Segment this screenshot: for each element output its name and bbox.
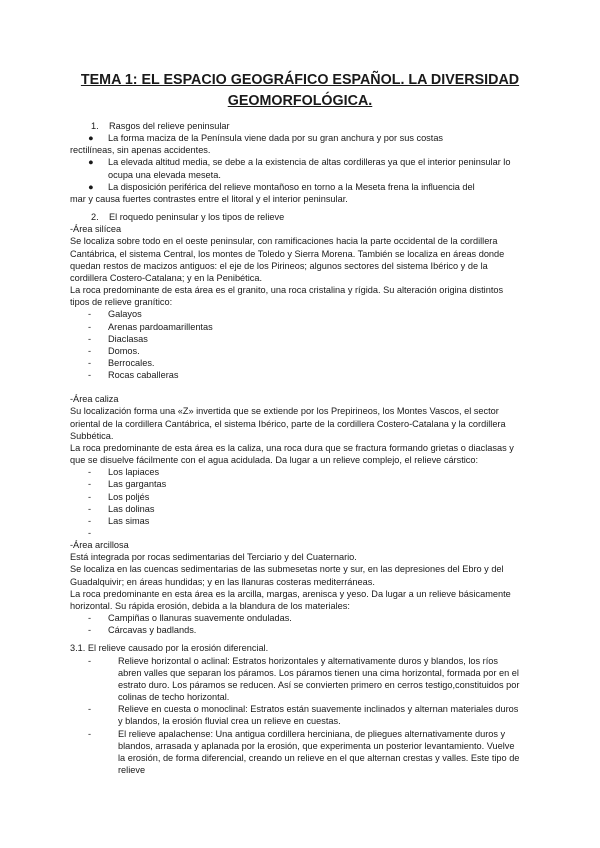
list-item-text: Domos. bbox=[108, 345, 140, 356]
bullet-icon: ● bbox=[88, 157, 94, 168]
arcillosa-list bbox=[70, 612, 520, 636]
list-item bbox=[88, 624, 520, 636]
list-item bbox=[88, 321, 520, 333]
list-item-text: Cárcavas y badlands. bbox=[108, 625, 197, 636]
list-item bbox=[88, 703, 520, 727]
list-item-text: Arenas pardoamarillentas bbox=[108, 321, 213, 332]
bullet-icon: ● bbox=[88, 181, 94, 192]
section-2-heading: 2. El roquedo peninsular y los tipos de relieve bbox=[91, 212, 285, 223]
list-item-text: Galayos bbox=[108, 309, 142, 320]
list-item-text: El relieve apalachense: Una antigua cordillera herciniana, de pliegues alternativamente duros y blandos, arrasada y aplanada por la erosión, que experimenta un posterior levantamiento. Vuelve la erosión, de forma diferencial, creando un relieve en el que alternan crestas y valles. Este tipo de relieve bbox=[118, 728, 520, 775]
dash-icon: - bbox=[88, 613, 92, 624]
paragraph-continuation: mar y causa fuertes contrastes entre el litoral y el interior peninsular. bbox=[70, 193, 348, 204]
list-item bbox=[88, 333, 520, 345]
list-item-text: Relieve en cuesta o monoclinal: Estratos están suavemente inclinados y alternan materiales duros y blandos, la erosión fluvial crea un relieve en cuestas. bbox=[118, 704, 519, 727]
list-item: ● La forma maciza de la Península viene dada por su gran anchura y por sus costas bbox=[88, 133, 444, 144]
dash-icon: - bbox=[88, 491, 92, 502]
dash-icon: - bbox=[88, 467, 92, 478]
section-1-number: 1. bbox=[91, 121, 99, 131]
list-item-text: Diaclasas bbox=[108, 333, 148, 344]
paragraph: La roca predominante de esta área es la caliza, una roca dura que se fractura formando grietas o diaclasas y que se disuelve fácilmente con el agua acidulada. Da lugar a un relieve complejo, el relieve cárstico: bbox=[70, 442, 514, 466]
subsection-title: -Área arcillosa bbox=[70, 540, 129, 551]
dash-icon: - bbox=[88, 528, 92, 538]
relief-types-list bbox=[70, 655, 520, 777]
subsection-title: -Área silícea bbox=[70, 224, 122, 235]
paragraph: Su localización forma una «Z» invertida que se extiende por los Prepirineos, los Montes Vascos, el sector oriental de la cordillera Cantábrica, el sistema Ibérico, parte de la cordillera Costero-Catalana y la cordillera Subbética. bbox=[70, 406, 506, 441]
dash-icon: - bbox=[88, 625, 92, 636]
dash-icon: - bbox=[88, 370, 92, 381]
section-2-number: 2. bbox=[91, 212, 99, 223]
document-body bbox=[70, 120, 520, 776]
list-item-text: Las gargantas bbox=[108, 479, 167, 490]
list-item-text: Los lapiaces bbox=[108, 467, 160, 478]
list-item bbox=[88, 612, 520, 624]
list-item bbox=[88, 503, 520, 515]
subsection-title: -Área caliza bbox=[70, 394, 119, 405]
section-1-heading: 1. Rasgos del relieve peninsular bbox=[91, 121, 230, 131]
dash-icon: - bbox=[88, 309, 92, 320]
paragraph: Se localiza en las cuencas sedimentarias de las submesetas norte y sur, en las depresiones del Ebro y del Guadalquivir; en áreas hundidas; y en las llanuras costeras mediterráneas. bbox=[70, 564, 504, 587]
list-item-text: Campiñas o llanuras suavemente onduladas. bbox=[108, 613, 292, 624]
list-item bbox=[88, 728, 520, 777]
list-item: ● La disposición periférica del relieve montañoso en torno a la Meseta frena la influencia del bbox=[88, 181, 475, 192]
document-title: TEMA 1: EL ESPACIO GEOGRÁFICO ESPAÑOL. LA DIVERSIDAD GEOMORFOLÓGICA. bbox=[80, 72, 520, 109]
dash-icon: - bbox=[88, 333, 92, 344]
list-item-text: Relieve horizontal o aclinal: Estratos horizontales y alternativamente duros y blandos, los ríos abren valles que separan los páramos. Los páramos tienen una cima horizontal, formada por en el estrato duro. Los páramos se reducen. Así se convierten primero en cerros testigo,constituidos por colinas de techo horizontal. bbox=[118, 655, 520, 703]
dash-icon: - bbox=[88, 655, 92, 666]
dash-icon: - bbox=[88, 503, 92, 514]
list-item bbox=[88, 369, 520, 381]
list-item-text: Berrocales. bbox=[108, 357, 155, 368]
list-item bbox=[88, 466, 520, 478]
dash-icon: - bbox=[88, 704, 92, 715]
list-item bbox=[88, 345, 520, 357]
list-item bbox=[88, 527, 520, 539]
caliza-list bbox=[70, 466, 520, 539]
paragraph: La roca predominante en esta área es la arcilla, margas, arenisca y yeso. Da lugar a un relieve básicamente horizontal. Su rápida erosión, debida a la blandura de los materiales: bbox=[70, 588, 511, 611]
paragraph-continuation: rectilíneas, sin apenas accidentes. bbox=[70, 145, 211, 156]
list-item: ● La elevada altitud media, se debe a la existencia de altas cordilleras ya que el interior peninsular lo ocupa una elevada meseta. bbox=[88, 157, 511, 180]
dash-icon: - bbox=[88, 321, 92, 332]
list-item bbox=[88, 655, 520, 704]
list-item-text: Las simas bbox=[108, 515, 150, 526]
list-item-text: Los poljés bbox=[108, 491, 150, 502]
dash-icon: - bbox=[88, 479, 92, 490]
silicea-list bbox=[70, 308, 520, 381]
list-item bbox=[88, 478, 520, 490]
list-item-text: Rocas caballeras bbox=[108, 370, 179, 381]
list-item bbox=[88, 491, 520, 503]
list-item bbox=[88, 308, 520, 320]
paragraph: La roca predominante de esta área es el granito, una roca cristalina y rígida. Su alteración origina distintos tipos de relieve granítico: bbox=[70, 285, 504, 308]
paragraph: Se localiza sobre todo en el oeste peninsular, con ramificaciones hacia la parte occidental de la cordillera Cantábrica, el sistema Central, los montes de Toledo y Sierra Morena. También se localiza en áreas donde quedan restos de macizos antiguos: el eje de los Pirineos; algunos sectores del sistema Ibérico y de la cordillera Costero-Catalana; y en la Penibética. bbox=[70, 236, 505, 283]
list-item-text: Las dolinas bbox=[108, 503, 155, 514]
dash-icon: - bbox=[88, 345, 92, 356]
paragraph: Está integrada por rocas sedimentarias del Terciario y del Cuaternario. bbox=[70, 552, 357, 563]
list-item bbox=[88, 515, 520, 527]
dash-icon: - bbox=[88, 357, 92, 368]
section-3-1-heading: 3.1. El relieve causado por la erosión diferencial. bbox=[70, 643, 269, 654]
list-item bbox=[88, 357, 520, 369]
dash-icon: - bbox=[88, 728, 92, 739]
bullet-icon: ● bbox=[88, 133, 94, 144]
dash-icon: - bbox=[88, 515, 92, 526]
